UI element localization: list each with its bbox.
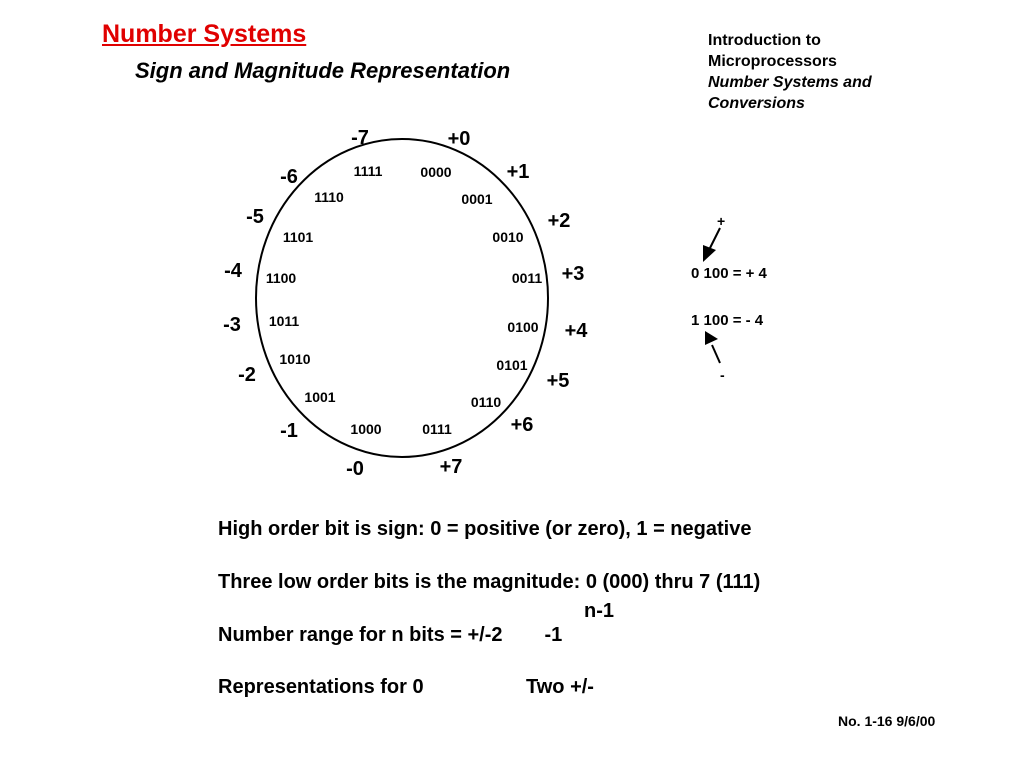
wheel-value-7: +7 — [439, 456, 463, 478]
wheel-circle — [256, 139, 548, 457]
course-line-4: Conversions — [708, 95, 805, 112]
slide-subtitle: Sign and Magnitude Representation — [135, 58, 511, 83]
wheel-code-0: 0000 — [420, 164, 452, 180]
range-suffix: -1 — [544, 624, 563, 646]
wheel-code-4: 0100 — [507, 319, 539, 335]
course-line-1: Introduction to — [708, 32, 821, 49]
wheel-code-7: 0111 — [422, 421, 452, 437]
wheel-value-13: -5 — [246, 206, 264, 228]
magnitude-statement: Three low order bits is the magnitude: 0 (000) thru 7 (111) — [218, 571, 761, 593]
course-line-3: Number Systems and — [708, 74, 872, 91]
positive-example: 0 100 = + 4 — [691, 265, 767, 282]
wheel-code-10: 1010 — [279, 351, 311, 367]
zero-count: Two +/- — [526, 676, 594, 698]
minus-sign-label: - — [720, 367, 725, 383]
wheel-value-9: -1 — [280, 420, 298, 442]
zero-representations: Representations for 0 — [218, 676, 424, 698]
plus-sign-label: + — [717, 213, 726, 229]
wheel-code-1: 0001 — [461, 191, 493, 207]
wheel-value-10: -2 — [238, 364, 256, 386]
wheel-value-11: -3 — [223, 314, 241, 336]
wheel-value-2: +2 — [547, 210, 571, 232]
wheel-code-11: 1011 — [268, 313, 300, 329]
wheel-code-15: 1111 — [353, 163, 383, 179]
range-prefix: Number range for n bits = +/-2 — [218, 624, 503, 646]
wheel-code-6: 0110 — [470, 394, 502, 410]
wheel-value-0: +0 — [447, 128, 471, 150]
wheel-value-3: +3 — [561, 263, 585, 285]
wheel-code-3: 0011 — [511, 270, 543, 286]
wheel-value-1: +1 — [506, 161, 530, 183]
wheel-value-5: +5 — [546, 370, 570, 392]
range-statement — [218, 624, 562, 647]
plus-arrow-icon — [703, 228, 720, 262]
wheel-code-5: 0101 — [496, 357, 528, 373]
negative-example: 1 100 = - 4 — [691, 312, 764, 329]
wheel-value-12: -4 — [224, 260, 242, 282]
sign-bit-statement: High order bit is sign: 0 = positive (or zero), 1 = negative — [218, 518, 752, 540]
slide-title: Number Systems — [102, 20, 307, 48]
wheel-code-13: 1101 — [282, 229, 314, 245]
wheel-value-6: +6 — [510, 414, 534, 436]
minus-arrow-icon — [705, 331, 720, 363]
wheel-code-12: 1100 — [265, 270, 297, 286]
wheel-value-15: -7 — [351, 127, 369, 149]
range-exponent: n-1 — [584, 600, 614, 622]
wheel-value-14: -6 — [280, 166, 298, 188]
wheel-value-8: -0 — [346, 458, 364, 480]
slide-number: No. 1-16 9/6/00 — [838, 713, 936, 729]
wheel-code-2: 0010 — [492, 229, 524, 245]
wheel-code-8: 1000 — [350, 421, 382, 437]
wheel-code-14: 1110 — [314, 189, 344, 205]
wheel-value-4: +4 — [564, 320, 588, 342]
course-line-2: Microprocessors — [708, 53, 837, 70]
wheel-code-9: 1001 — [304, 389, 336, 405]
